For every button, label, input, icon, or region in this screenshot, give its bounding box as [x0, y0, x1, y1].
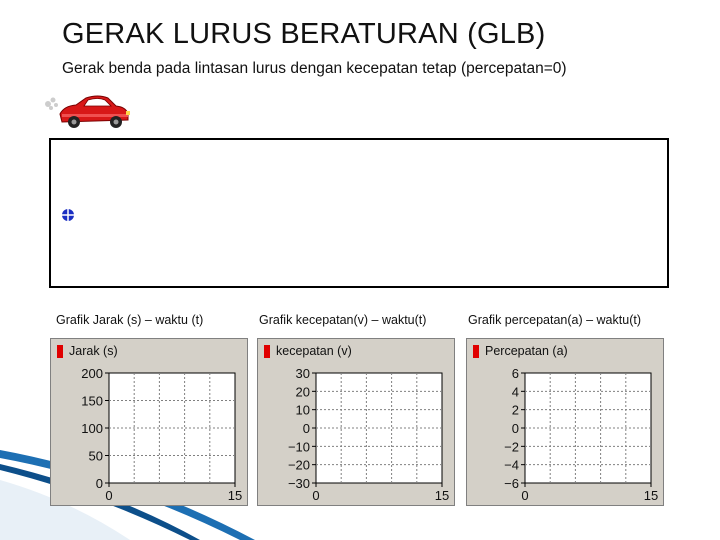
y-tick-label: 0: [95, 476, 103, 491]
page-subtitle: Gerak benda pada lintasan lurus dengan kecepatan tetap (percepatan=0): [62, 60, 567, 77]
y-tick-label: 0: [511, 421, 519, 436]
velocity-chart: [258, 339, 456, 507]
plot-area: [109, 373, 235, 483]
animation-track[interactable]: [49, 138, 669, 288]
y-tick-label: −20: [287, 457, 310, 473]
x-tick-label: 15: [434, 488, 450, 503]
y-tick-label: −10: [287, 439, 310, 455]
acceleration-chart: [467, 339, 665, 507]
y-tick-label: 50: [88, 448, 103, 464]
x-tick-label: 0: [105, 488, 113, 503]
y-tick-label: −6: [504, 476, 519, 491]
y-tick-label: 0: [302, 421, 310, 436]
graph-caption-velocity: Grafik kecepatan(v) – waktu(t): [259, 313, 427, 327]
y-tick-label: −2: [504, 439, 519, 455]
legend-label: kecepatan (v): [276, 344, 352, 358]
graph-caption-acceleration: Grafik percepatan(a) – waktu(t): [468, 313, 641, 327]
y-tick-label: 150: [81, 393, 103, 409]
y-tick-label: 2: [511, 402, 519, 418]
distance-graph-panel[interactable]: [50, 338, 248, 506]
y-tick-label: 200: [81, 366, 103, 381]
plot-area: [525, 373, 651, 483]
y-tick-label: −30: [287, 476, 310, 491]
x-tick-label: 15: [643, 488, 659, 503]
velocity-graph-panel[interactable]: [257, 338, 455, 506]
distance-chart: [51, 339, 249, 507]
y-tick-label: 4: [511, 384, 519, 400]
x-tick-label: 0: [521, 488, 529, 503]
graph-caption-distance: Grafik Jarak (s) – waktu (t): [56, 313, 204, 327]
y-tick-label: 20: [295, 384, 310, 400]
y-tick-label: 30: [295, 366, 310, 381]
y-tick-label: 100: [81, 421, 103, 436]
crosshair-marker-icon[interactable]: [61, 208, 75, 222]
red-car-icon[interactable]: [42, 92, 134, 132]
x-tick-label: 0: [312, 488, 320, 503]
legend-label: Percepatan (a): [485, 344, 568, 358]
acceleration-graph-panel[interactable]: [466, 338, 664, 506]
x-tick-label: 15: [227, 488, 243, 503]
y-tick-label: −4: [504, 457, 519, 473]
legend-label: Jarak (s): [69, 344, 118, 358]
page-title: GERAK LURUS BERATURAN (GLB): [62, 18, 546, 50]
plot-area: [316, 373, 442, 483]
y-tick-label: 6: [511, 366, 519, 381]
y-tick-label: 10: [295, 402, 310, 418]
